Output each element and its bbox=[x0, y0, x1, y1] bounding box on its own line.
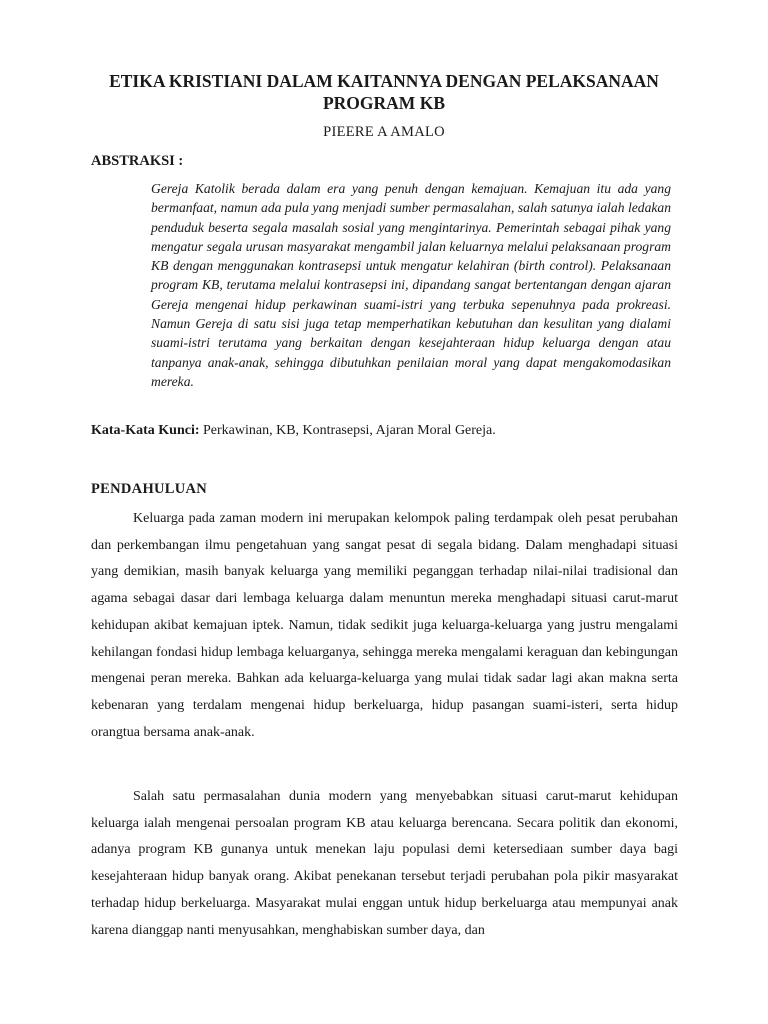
abstract-heading: ABSTRAKSI : bbox=[91, 153, 184, 169]
keywords-label: Kata-Kata Kunci: bbox=[91, 423, 200, 438]
body-paragraph: Salah satu permasalahan dunia modern yang menyebabkan situasi carut-marut kehidupan keluarga ialah mengenai persoalan program KB atau keluarga berencana. Secara politik dan ekonomi, adanya program KB gunanya untuk menekan laju populasi demi ketersediaan sumber daya bagi kesejahteraan hidup banyak orang. Akibat penekanan tersebut terjadi perubahan pola pikir masyarakat terhadap hidup berkeluarga. Masyarakat mulai enggan untuk hidup berkeluarga atau mempunyai anak karena dianggap nanti menyusahkan, menghabiskan sumber daya, dan bbox=[91, 789, 678, 938]
section-heading: PENDAHULUAN bbox=[91, 481, 208, 497]
paper-title: ETIKA KRISTIANI DALAM KAITANNYA DENGAN PELAKSANAAN PROGRAM KB bbox=[109, 71, 659, 113]
author-name: PIEERE A AMALO bbox=[323, 124, 445, 140]
body-paragraph: Keluarga pada zaman modern ini merupakan kelompok paling terdampak oleh pesat perubahan dan perkembangan ilmu pengetahuan yang sangat pesat di segala bidang. Dalam menghadapi situasi yang demikian, masih banyak keluarga yang memiliki peganggan terhadap nilai-nilai tradisional dan agama sebagai dasar dari lembaga keluarga dalam menuntun mereka menghadapi situasi carut-marut kehidupan akibat kemajuan iptek. Namun, tidak sedikit juga keluarga-keluarga yang justru mengalami kehilangan fondasi hidup lembaga keluarganya, sehingga mereka mengalami keraguan dan kebingungan mengenai peran mereka. Bahkan ada keluarga-keluarga yang mulai tidak sadar lagi akan makna serta kebenaran yang terdalam mengenai hidup berkeluarga, hidup pasangan suami-isteri, serta hidup orangtua bersama anak-anak. bbox=[91, 511, 678, 740]
abstract-text: Gereja Katolik berada dalam era yang penuh dengan kemajuan. Kemajuan itu ada yang bermanfaat, namun ada pula yang menjadi sumber permasalahan, salah satunya ialah ledakan penduduk beserta segala masalah sosial yang mengintarinya. Pemerintah sebagai pihak yang mengatur segala urusan masyarakat mengambil jalan keluarnya melalui pelaksanaan program KB dengan menggunakan kontrasepsi untuk mengatur kelahiran (birth control). Pelaksanaan program KB, terutama melalui kontrasepsi ini, dipandang sangat bertentangan dengan ajaran Gereja mengenai hidup perkawinan suami-istri yang terbuka sepenuhnya pada prokreasi. Namun Gereja di satu sisi juga tetap memperhatikan kebutuhan dan kesulitan yang dialami suami-istri terutama yang berkaitan dengan kesejahteraan hidup keluarga dengan atau tanpanya anak-anak, sehingga dibutuhkan penilaian moral yang dapat mengakomodasikan mereka. bbox=[151, 181, 671, 389]
keywords-line bbox=[91, 423, 691, 439]
keywords-text: Perkawinan, KB, Kontrasepsi, Ajaran Moral Gereja. bbox=[199, 423, 496, 438]
